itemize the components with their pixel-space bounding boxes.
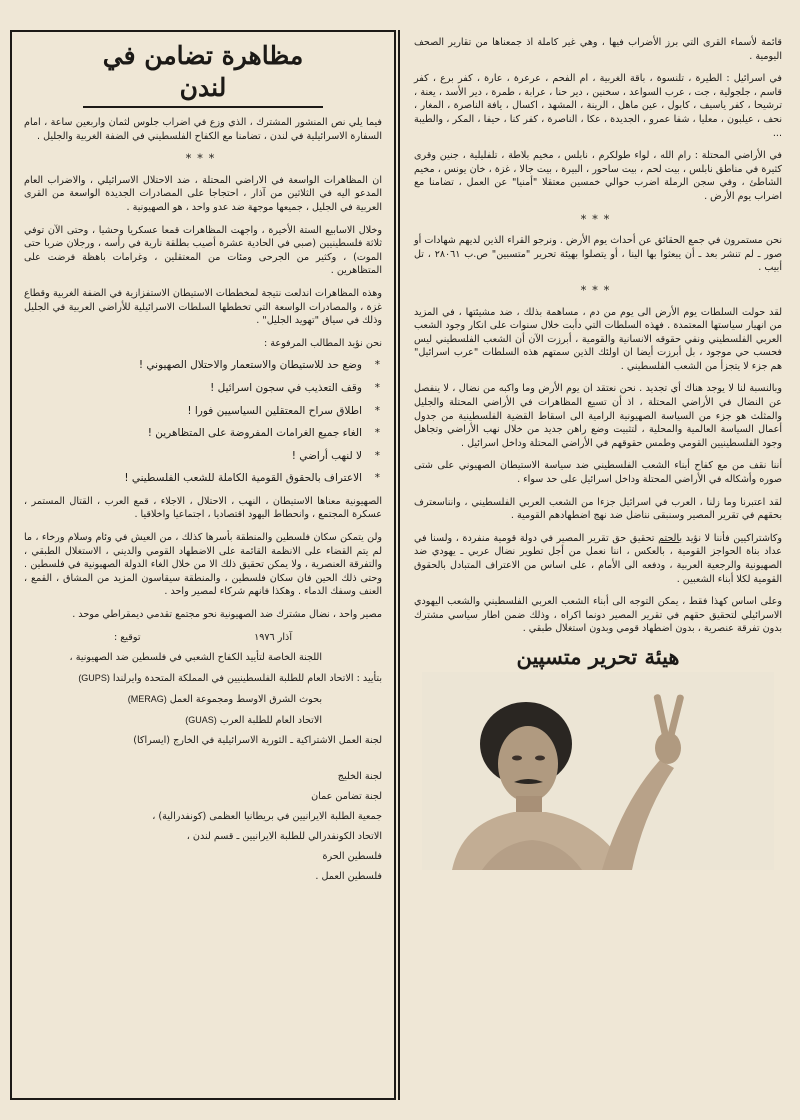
signatory-name: الاتحاد العام للطلبة الفلسطينيين في المملكة المتحدة وايرلندا: [112, 672, 354, 684]
support-label: بتأييد :: [356, 672, 382, 684]
demand-text: اطلاق سراح المعتقلين السياسيين فورا !: [187, 404, 362, 417]
article-paragraph: ان المظاهرات الواسعة في الاراضي المحتلة ، ضد الاحتلال الاسرائيلي ، والاضراب العام المدعو اليه في الثلاثين من آذار ، احتجاجا على المصادرات الجديدة الواسعة من القرى العربية في الجليل ، جميعها موجهة ضد عدو واحد ، هو الصهيونية .: [24, 174, 382, 213]
article-paragraph: ولن يتمكن سكان فلسطين والمنطقة بأسرها كذلك ، من العيش في وئام وسلام ورخاء ، ما لم يتم القضاء على الانظمة القائمة على الاضطهاد القومي والديني ، الاستغلال الطبقي ، والتفرقة العنصرية ، ولا يمكن تحقيق ذلك الا من خلال الغاء الدولة الصهيونية في فلسطين . وحتى ذلك الحين فان سكان فلسطين ، والمنطقة سيقاسون المزيد من المشاق ، القمع ، العنف وسفك الدماء . وهكذا فانهم شركاء لمصير واحد .: [24, 532, 382, 598]
london-article-box: [10, 30, 396, 1100]
article-paragraph: وخلال الاسابيع الستة الأخيرة ، واجهت المظاهرات قمعا عسكريا وحشيا ، وحتى الآن توفي ثلاثة فلسطينيين (صبي في الحادية عشرة أصيب بطلقة نارية في رأسه ، ورجلان ضربا حتى الموت) ، وكثير من الجرحى ومئات من المعتقلين ، وغرامات باهظة فرضت على المتظاهرين .: [24, 224, 382, 277]
editorial-paragraph: لقد حولت السلطات يوم الأرض الى يوم من دم ، مساهمة بذلك ، ضد مشيئتها ، في المزيد من انهيار سياستها المعتمدة . فهذه السلطات التي دأبت خلال سنوات على انكار وجود الشعب العربي الفلسطيني ونفي حقوقه الانسانية والقومية ، أبرزت الآن أن الشعب الفلسطيني ليس فحسب حي موجود ، بل أبرزت أيضا ان اولئك الذين سمتهم هذه السلطات "عرب اسرائيل" هم جزء لا يتجزأ من الشعب الفلسطيني .: [414, 306, 782, 372]
text-run: وكاشتراكيين فأننا لا نؤيد: [682, 532, 782, 544]
editorial-paragraph: وعلى اساس كهذا فقط ، يمكن التوجه الى أبناء الشعب العربي الفلسطيني والشعب اليهودي الاسرائيلي لتحقيق حقهم في تقرير المصير دونما اكراه ، وذلك ضمن اطار سياسي مشترك بدون تفرقة عنصرية ، بدون اضطهاد قومي وبدون استغلال طبقي .: [414, 596, 782, 635]
signatory: لجنة الخليج: [337, 770, 382, 782]
demand-text: وضع حد للاستيطان والاستعمار والاحتلال الصهيوني !: [138, 359, 362, 372]
villages-occupied: في الأراضي المحتلة : رام الله ، لواء طولكرم ، نابلس ، مخيم بلاطة ، تلفليلية ، جنين وقرى كثيرة في مناطق نابلس ، بيت لحم ، بيت ساحور ، البيرة ، بيت جالا ، غزة ، خان يونس ، مخيم الشاطئ ، وفي سجن الرملة اضرب حوالي خمسين معتقلا "أمنيا" عن العمل ، تضامنا مع اضراب يوم الأرض .: [414, 150, 782, 202]
right-column: [400, 30, 792, 1100]
demands-list: [24, 359, 382, 486]
signatory: لجنة تضامن عمان: [311, 790, 382, 802]
signatory-abbr: (GUAS): [185, 714, 217, 725]
demand-item: [24, 382, 382, 396]
signatory: الاتحاد الكونفدرالي للطلبة الايرانيين ـ قسم لندن ،: [186, 830, 382, 842]
column-divider: [398, 30, 400, 1100]
editorial-paragraph: وبالنسبة لنا لا يوجد هناك أي تجديد . نحن نعتقد ان يوم الأرض وما واكبه من نضال ، لا ينفصل عن النضال في الأراضي المحتلة ، اذ أن تسيع المظاهرات في الأراضي المحتلة والجليل والمثلث هو جزء من السياسة الصهيونية الرامية الى اسقاط القضية الفلسطينية من جدول أعمال السياسة العالمية والمحلية ، لتثبيت وضع راهن جديد من خلال نهب الأراضي وتجاهل وجود الفلسطينيين القومي وطمس حقوقهم في الأراضي المحتلة وداخل اسرائيل .: [414, 383, 782, 449]
signatory: [24, 692, 382, 707]
editorial-paragraph: أننا نقف من مع كفاح أبناء الشعب الفلسطيني ضد سياسة الاستيطان الصهيوني على شتى صوره وأشكاله في الأراضي المحتلة وداخل اسرائيل على حد سواء .: [414, 460, 782, 486]
bullet-star-icon: *: [374, 427, 380, 440]
article-paragraph: وهذه المظاهرات اندلعت نتيجة لمخططات الاستيطان الاستفزازية في الضفة الغربية وقطاع غزة ، والمصادرات الواسعة التي تخططها السلطات الاسرائيلية للأراضي العربية في الجليل وذلك في سياق "تهويد الجليل" .: [24, 287, 382, 327]
article-title: مظاهرة تضامن في لندن: [83, 40, 323, 108]
signatory: فلسطين العمل .: [315, 870, 382, 882]
bullet-star-icon: *: [374, 381, 380, 394]
demand-text: وقف التعذيب في سجون اسرائيل !: [210, 381, 362, 394]
signed-label: توقيع :: [114, 631, 141, 643]
villages-intro: قائمة لأسماء القرى التي برز الأضراب فيها ، وهي غير كاملة اذ جمعناها من تقارير الصحف اليومية .: [414, 37, 782, 62]
bullet-star-icon: *: [374, 359, 380, 372]
article-intro: فيما يلي نص المنشور المشترك ، الذي وزع في اضراب جلوس لثمان واربعين ساعة ، امام السفارة الاسرائيلية في لندن ، تضامنا مع الكفاح الفلسطيني في الضفة الغربية والجليل .: [24, 117, 382, 142]
photo-man-victory-sign: [422, 672, 774, 870]
demand-item: [24, 405, 382, 419]
editorial-board-signature: هيئة تحرير متسپين: [516, 643, 680, 669]
section-separator: ***: [580, 283, 616, 297]
villages-israel: في اسرائيل : الطيرة ، تلنسوة ، باقة الغربية ، ام الفحم ، عرعرة ، عارة ، كفر برع ، كفر قاسم ، جلجولية ، جت ، عرب السواعد ، سخنين ، دير حنا ، عرابة ، طمرة ، دير الأسد ، يعنة ، ترشيحا ، كفر ياسيف ، كابول ، عين ماهل ، الرينة ، المشهد ، اكسال ، يافة الناصرة ، المغار ، نحف ، عيلبون ، معليا ، شفا عمرو ، الجديدة ، عكا ، الناصرة ، كفر كنا ، حيفا ، المكر ، والطيبة ...: [414, 73, 782, 139]
article-paragraph: مصير واحد ، نضال مشترك ضد الصهيونية نحو مجتمع تقدمي ديمقراطي موحد .: [72, 609, 382, 621]
demand-text: الغاء جميع الغرامات المفروضة على المتظاهرين !: [147, 427, 362, 440]
demand-text: لا لنهب أراضي !: [291, 449, 362, 462]
signatory-abbr: (GUPS): [78, 672, 110, 683]
signatory-name: بحوث الشرق الاوسط ومجموعة العمل: [169, 693, 322, 705]
call-for-testimonies: نحن مستمرون في جمع الحقائق عن أحداث يوم الأرض . ونرجو القراء الذين لديهم شهادات أو صور ـ لم تنشر بعد ـ أن يبعثوا بها الينا ، أو يتصلوا بهيئة تحرير "متسبين" ص.ب ٢٨٠٦١ ، تل أبيب .: [414, 235, 782, 274]
signatory-abbr: (MERAG): [127, 693, 167, 704]
date: آذار ١٩٧٦: [254, 631, 292, 643]
bullet-star-icon: *: [374, 404, 380, 417]
editorial-paragraph: لقد اعتبرنا وما زلنا ، العرب في اسرائيل جزءا من الشعب العربي الفلسطيني ، وانناسعترف بحقهم في تقرير المصير وسنبقى نناضل ضد نهج اضطهادهم القومية .: [414, 496, 782, 522]
demand-text: الاعتراف بالحقوق القومية الكاملة للشعب الفلسطيني !: [124, 472, 362, 485]
signatory: جمعية الطلبة الايرانيين في بريطانيا العظمى (كونفدرالية) ،: [152, 810, 382, 822]
date-signed-row: [24, 631, 382, 645]
bullet-star-icon: *: [374, 449, 380, 462]
article-paragraph: الصهيونية معناها الاستيطان ، النهب ، الاحتلال ، الاجلاء ، قمع العرب ، القتال المستمر ، عسكرة المجتمع ، وانحطاط اليهود اقتصاديا ، اجتماعيا واخلاقيا .: [24, 495, 382, 521]
section-separator: ***: [185, 152, 221, 166]
signatory: لجنة العمل الاشتراكية ـ الثورية الاسرائيلية في الخارج (ايسراكا): [133, 734, 382, 746]
demand-item: [24, 427, 382, 441]
photo-illustration: [422, 672, 774, 870]
bullet-star-icon: *: [374, 472, 380, 485]
underlined-word: بالحتم: [658, 532, 683, 544]
signatory-name: الاتحاد العام للطلبة العرب: [219, 714, 322, 726]
signatory: [24, 713, 382, 728]
signatory: فلسطين الحرة: [322, 850, 382, 862]
demand-item: [24, 450, 382, 464]
demand-item: [24, 359, 382, 373]
editorial-paragraph: [414, 532, 782, 586]
demands-intro: نحن نؤيد المطالب المرفوعة :: [263, 337, 382, 349]
demand-item: [24, 472, 382, 486]
signatories-block: [24, 631, 382, 884]
signatory: اللجنة الخاصة لتأييد الكفاح الشعبي في فلسطين ضد الصهيونية ،: [69, 651, 322, 663]
text-run: تحقيق حق تقرير المصير في دولة قومية منفردة ، ولسنا في عداد بناة الحواجز القومية ، بالعكس ، اننا نعمل من أجل تطوير نضال عربي ـ يهودي ضد الصهيونية والرجعية العربية ، ودفعه الى الأمام ، على اساس من الاعتراف المتبادل بالحقوق القومية لكلا أبناء الشعبين .: [414, 532, 782, 585]
signatory: [24, 671, 382, 686]
section-separator: ***: [580, 212, 616, 226]
